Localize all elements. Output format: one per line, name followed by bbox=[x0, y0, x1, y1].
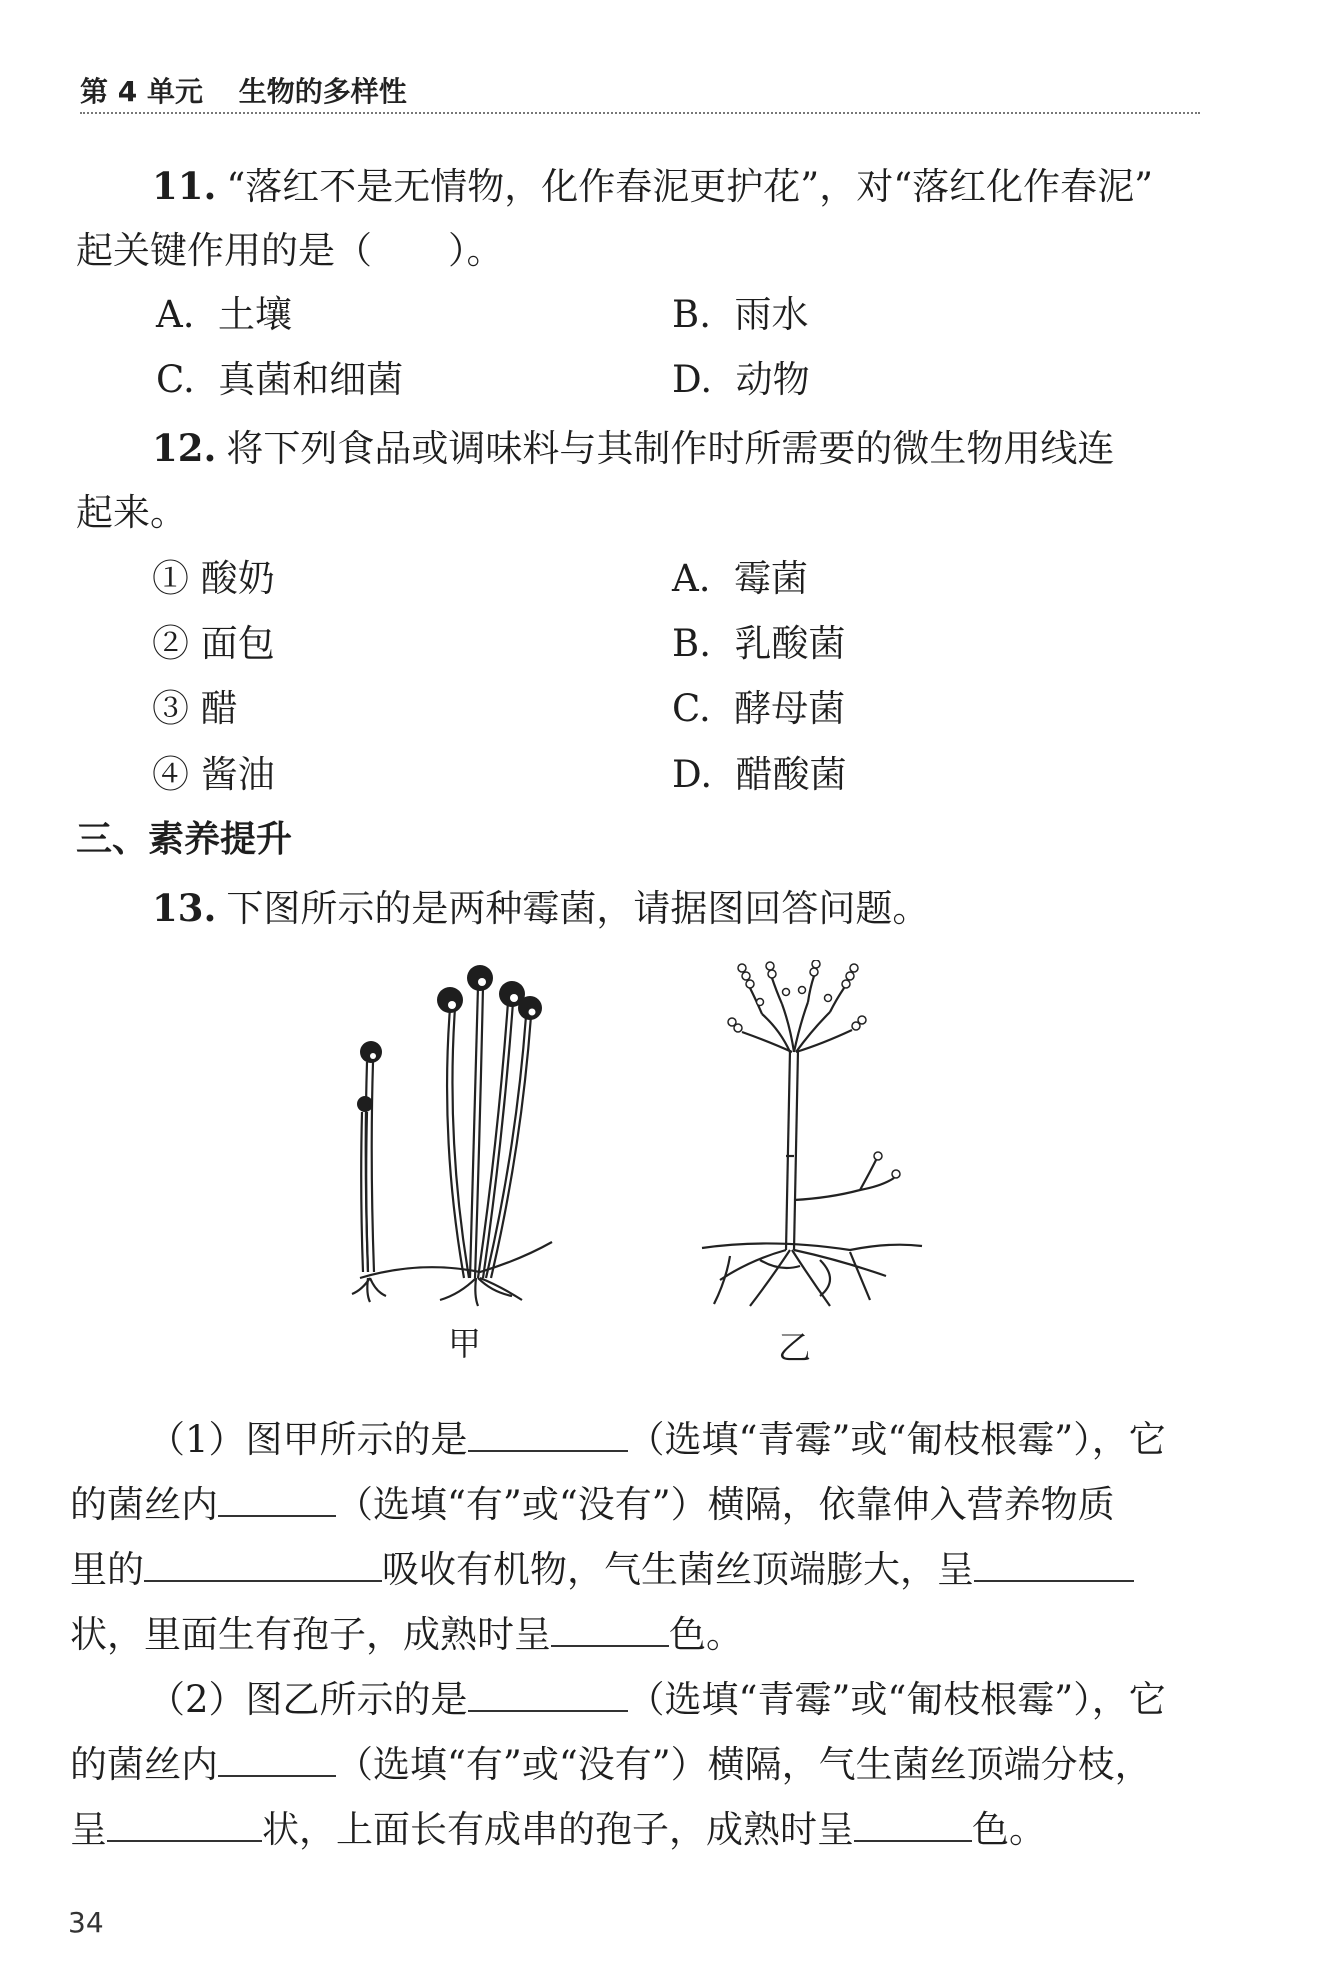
q13-p2-line2 bbox=[70, 1743, 1152, 1786]
text-segment: （选填“青霉”或“匍枝根霉”），它 bbox=[627, 1678, 1166, 1721]
figure-jia-mold bbox=[340, 960, 580, 1310]
text-segment: 的菌丝内 bbox=[70, 1743, 218, 1786]
option-text: 动物 bbox=[735, 358, 810, 401]
q13-p2-line3 bbox=[70, 1808, 1046, 1851]
q13-number: 13. bbox=[152, 886, 217, 930]
q13-p1-blank-3[interactable] bbox=[144, 1550, 382, 1582]
text-segment: 里的 bbox=[70, 1548, 144, 1591]
figure-yi-mold bbox=[690, 960, 930, 1310]
unit-label: 第 4 单元 bbox=[80, 75, 203, 108]
q11-text-line1: “落红不是无情物，化作春泥更护花”，对“落红化作春泥” bbox=[226, 165, 1154, 208]
q13-p1-blank-5[interactable] bbox=[551, 1615, 669, 1647]
option-text: 土壤 bbox=[218, 293, 293, 336]
unit-title: 生物的多样性 bbox=[238, 75, 407, 108]
microbe-letter: C. bbox=[672, 687, 711, 730]
text-segment: 的菌丝内 bbox=[70, 1483, 218, 1526]
q12-microbe-b[interactable] bbox=[672, 622, 846, 665]
q11-option-d[interactable] bbox=[672, 358, 810, 401]
microbe-text: 乳酸菌 bbox=[734, 622, 846, 665]
microbe-letter: D. bbox=[672, 753, 713, 796]
q13-p1-line2 bbox=[70, 1483, 1115, 1526]
text-segment: 吸收有机物，气生菌丝顶端膨大，呈 bbox=[382, 1548, 974, 1591]
q13-p1-line3 bbox=[70, 1548, 1134, 1591]
q13-p1-blank-1[interactable] bbox=[468, 1420, 628, 1452]
q12-food-3[interactable] bbox=[152, 687, 238, 730]
food-text: 面包 bbox=[200, 622, 275, 665]
q12-microbe-c[interactable] bbox=[672, 687, 846, 730]
food-text: 酱油 bbox=[200, 753, 275, 796]
food-marker: ② bbox=[152, 622, 189, 665]
q11-stem-line1 bbox=[152, 164, 1154, 208]
q13-p2-blank-1[interactable] bbox=[468, 1680, 628, 1712]
figure-jia-label: 甲 bbox=[448, 1324, 481, 1363]
q12-microbe-a[interactable] bbox=[672, 557, 809, 600]
figure-yi-label: 乙 bbox=[778, 1328, 811, 1367]
q12-text-line1: 将下列食品或调味料与其制作时所需要的微生物用线连 bbox=[226, 427, 1115, 470]
text-segment: 色。 bbox=[669, 1613, 743, 1656]
q13-p1-blank-4[interactable] bbox=[974, 1550, 1134, 1582]
q11-text-line2-pre: 起关键作用的是（ bbox=[76, 229, 372, 272]
microbe-letter: A. bbox=[672, 557, 711, 600]
section-heading: 三、素养提升 bbox=[76, 819, 293, 860]
page-number: 34 bbox=[68, 1906, 104, 1939]
q13-stem bbox=[152, 886, 930, 930]
food-marker: ④ bbox=[152, 753, 189, 796]
header-divider bbox=[80, 112, 1200, 114]
q13-p2-line1 bbox=[148, 1678, 1166, 1721]
food-text: 酸奶 bbox=[200, 557, 275, 600]
q11-option-b[interactable] bbox=[672, 293, 809, 336]
option-letter: C. bbox=[156, 358, 195, 401]
q12-stem-line2 bbox=[76, 491, 187, 534]
q13-p2-blank-2[interactable] bbox=[218, 1745, 336, 1777]
q11-option-c[interactable] bbox=[156, 358, 404, 401]
microbe-text: 霉菌 bbox=[734, 557, 809, 600]
q12-food-2[interactable] bbox=[152, 622, 275, 665]
text-segment: （选填“青霉”或“匍枝根霉”），它 bbox=[627, 1418, 1166, 1461]
option-letter: D. bbox=[672, 358, 713, 401]
q12-food-4[interactable] bbox=[152, 753, 275, 796]
food-text: 醋 bbox=[200, 687, 238, 730]
q11-stem-line2 bbox=[76, 229, 504, 272]
q12-stem-line1 bbox=[152, 426, 1115, 470]
q13-p2-blank-3[interactable] bbox=[107, 1810, 262, 1842]
text-segment: 状，上面长有成串的孢子，成熟时呈 bbox=[262, 1808, 854, 1851]
food-marker: ③ bbox=[152, 687, 189, 730]
q11-text-line2-post: ）。 bbox=[448, 229, 504, 272]
food-marker: ① bbox=[152, 557, 189, 600]
q11-number: 11. bbox=[152, 164, 217, 208]
text-segment: （2）图乙所示的是 bbox=[148, 1678, 468, 1721]
option-text: 雨水 bbox=[734, 293, 809, 336]
q13-p2-blank-4[interactable] bbox=[854, 1810, 972, 1842]
q13-p1-line1 bbox=[148, 1418, 1166, 1461]
option-text: 真菌和细菌 bbox=[218, 358, 404, 401]
option-letter: A. bbox=[156, 293, 195, 336]
text-segment: （选填“有”或“没有”）横隔，气生菌丝顶端分枝， bbox=[336, 1743, 1152, 1786]
text-segment: （选填“有”或“没有”）横隔，依靠伸入营养物质 bbox=[336, 1483, 1115, 1526]
microbe-text: 醋酸菌 bbox=[735, 753, 847, 796]
q12-text-line2: 起来。 bbox=[76, 491, 187, 534]
text-segment: 色。 bbox=[972, 1808, 1046, 1851]
text-segment: 呈 bbox=[70, 1808, 107, 1851]
text-segment: （1）图甲所示的是 bbox=[148, 1418, 468, 1461]
q12-number: 12. bbox=[152, 426, 217, 470]
q13-p1-line4 bbox=[70, 1613, 743, 1656]
q11-option-a[interactable] bbox=[156, 293, 293, 336]
q13-p1-blank-2[interactable] bbox=[218, 1485, 336, 1517]
microbe-letter: B. bbox=[672, 622, 711, 665]
page-header bbox=[80, 70, 1200, 110]
microbe-text: 酵母菌 bbox=[734, 687, 846, 730]
q12-food-1[interactable] bbox=[152, 557, 275, 600]
q12-microbe-d[interactable] bbox=[672, 753, 847, 796]
text-segment: 状，里面生有孢子，成熟时呈 bbox=[70, 1613, 551, 1656]
option-letter: B. bbox=[672, 293, 711, 336]
q13-text: 下图所示的是两种霉菌，请据图回答问题。 bbox=[226, 887, 930, 930]
